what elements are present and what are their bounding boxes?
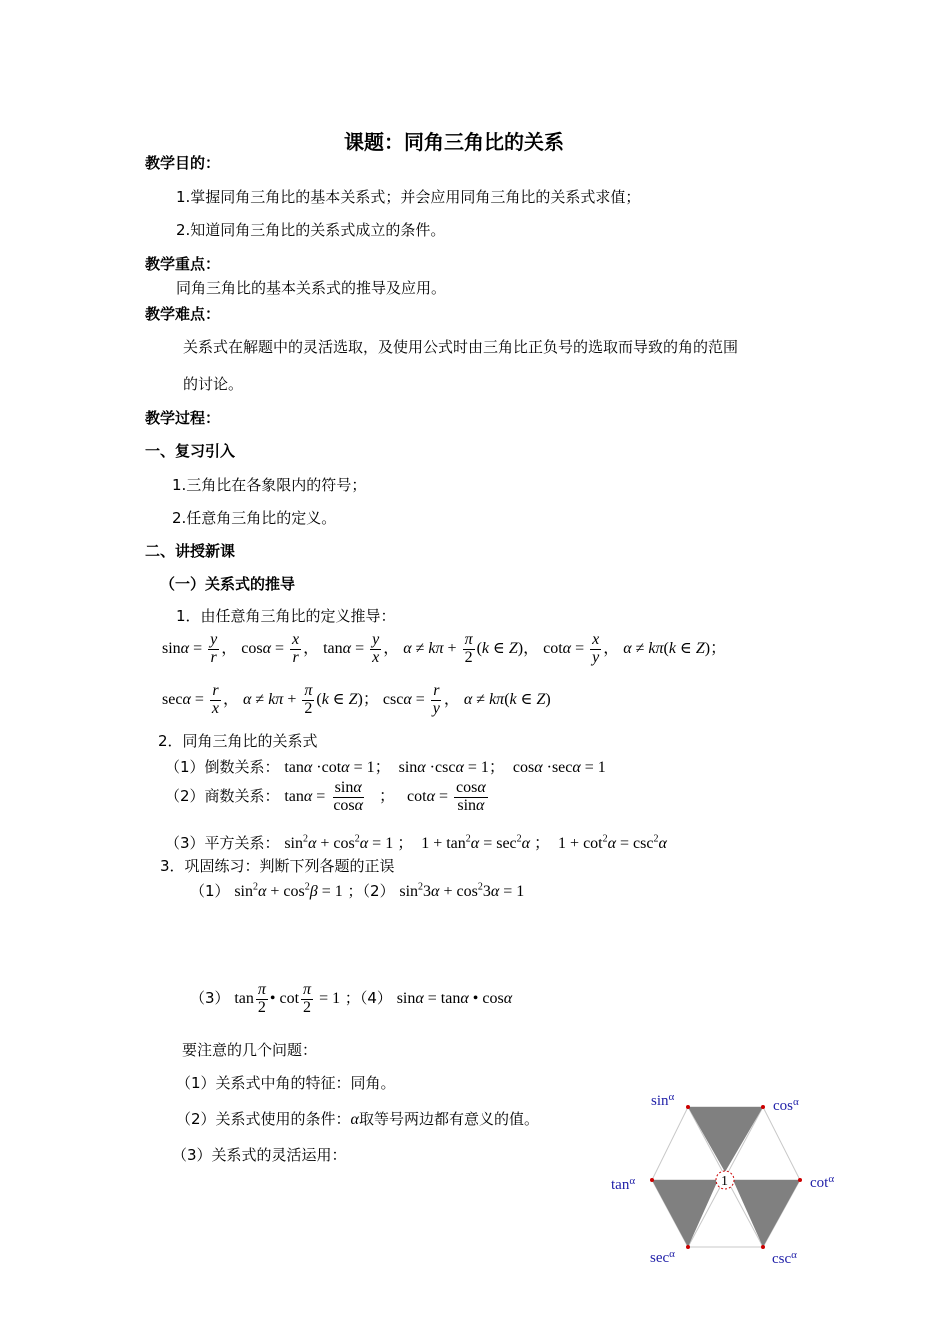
part2-heading: 二、讲授新课 (145, 542, 236, 560)
rel3-label: （3）平方关系： (165, 834, 280, 852)
ex1-label: （1） (190, 882, 230, 900)
label-sec: $\sec^\alpha$ (650, 1248, 675, 1266)
page-title: 课题：同角三角比的关系 (344, 130, 564, 154)
step2-text: 2．同角三角比的关系式 (158, 732, 318, 750)
note-2: （2）关系式使用的条件：α取等号两边都有意义的值。 (176, 1110, 539, 1128)
note-1: （1）关系式中角的特征：同角。 (176, 1074, 396, 1092)
triangle-bottom-right (733, 1180, 800, 1247)
key-heading: 教学重点： (145, 255, 221, 273)
step3-text: 3．巩固练习：判断下列各题的正误 (160, 857, 395, 875)
difficulty-line-2: 的讨论。 (183, 375, 244, 393)
part1-item-2: 2.任意角三角比的定义。 (172, 509, 337, 527)
definition-line-2: secα = $\frac{r}{x}$ ， α ≠ kπ + $\frac{\pi}{2}$ (k ∈ Z)； cscα = $\frac{r}{y}$ ， α ≠ kπ(k ∈ Z) (162, 682, 551, 717)
difficulty-line-1: 关系式在解题中的灵活选取，及使用公式时由三角比正负号的选取而导致的角的范围 (183, 338, 739, 356)
exercise-1-2: （1） $\sin^2\alpha + \cos^2\beta = 1$ ；（2） $\sin^23\alpha + \cos^23\alpha = 1$ (190, 881, 525, 900)
square-relation: （3）平方关系： $\sin^2\alpha + \cos^2\alpha = 1$ ； $1 + \tan^2\alpha = \sec^2\alpha$ ； $1 + \cot^2\alpha = \csc^2\alpha$ (165, 833, 667, 852)
step1-text: 1．由任意角三角比的定义推导： (176, 607, 396, 625)
definition-line-1: sinα = $\frac{y}{r}$ ， cosα = $\frac{x}{r}$ ， tanα = $\frac{y}{x}$ ， α ≠ kπ + $\frac{\pi}{2}$ (k ∈ Z)， cotα = $\frac{x}{y}$ ， α ≠ kπ(k ∈ Z)； (162, 631, 727, 666)
rel2-label: （2）商数关系： (165, 786, 280, 805)
label-sin: $\sin^\alpha$ (651, 1091, 675, 1109)
ex2-label: ；（2） (347, 882, 395, 900)
part1-heading: 一、复习引入 (145, 442, 236, 460)
difficulty-heading: 教学难点： (145, 305, 221, 323)
center-one: 1 (721, 1174, 728, 1189)
note-2-suffix: 取等号两边都有意义的值。 (358, 1110, 539, 1128)
ex3-label: （3） (190, 988, 230, 1007)
label-cos: $\cos^\alpha$ (773, 1096, 799, 1114)
triangle-top (688, 1107, 763, 1172)
label-cot: $\cot^\alpha$ (810, 1173, 835, 1191)
note-2-prefix: （2）关系式使用的条件： (176, 1110, 351, 1128)
goal-item-1: 1.掌握同角三角比的基本关系式；并会应用同角三角比的关系式求值； (176, 188, 641, 206)
sub1-heading: （一）关系式的推导 (160, 575, 296, 593)
triangle-bottom-left (652, 1180, 718, 1247)
process-heading: 教学过程： (145, 409, 221, 427)
goal-heading: 教学目的： (145, 154, 221, 172)
trig-hexagon-diagram (600, 1080, 860, 1280)
goal-item-2: 2.知道同角三角比的关系式成立的条件。 (176, 221, 446, 239)
note-3: （3）关系式的灵活运用： (172, 1146, 347, 1164)
exercise-3-4: （3） tan $\frac{\pi}{2}$ • cot $\frac{\pi}{2}$ = 1 ；（4） sinα = tanα • cosα (190, 981, 513, 1016)
part1-item-1: 1.三角比在各象限内的符号； (172, 476, 367, 494)
key-item-1: 同角三角比的基本关系式的推导及应用。 (176, 279, 447, 297)
notes-heading: 要注意的几个问题： (182, 1041, 318, 1059)
rel1-label: （1）倒数关系： (165, 758, 280, 776)
reciprocal-relation: （1）倒数关系： tanα ·cotα = 1； sinα ·cscα = 1； cosα ·secα = 1 (165, 758, 606, 776)
ex4-label: ；（4） (344, 988, 392, 1007)
label-tan: $\tan^\alpha$ (611, 1175, 636, 1193)
quotient-relation: （2）商数关系： tanα = $\frac{\sin\alpha}{\cos\alpha}$ ； cotα = $\frac{\cos\alpha}{\sin\alpha}$ (165, 779, 486, 814)
label-csc: $\csc^\alpha$ (772, 1249, 797, 1267)
